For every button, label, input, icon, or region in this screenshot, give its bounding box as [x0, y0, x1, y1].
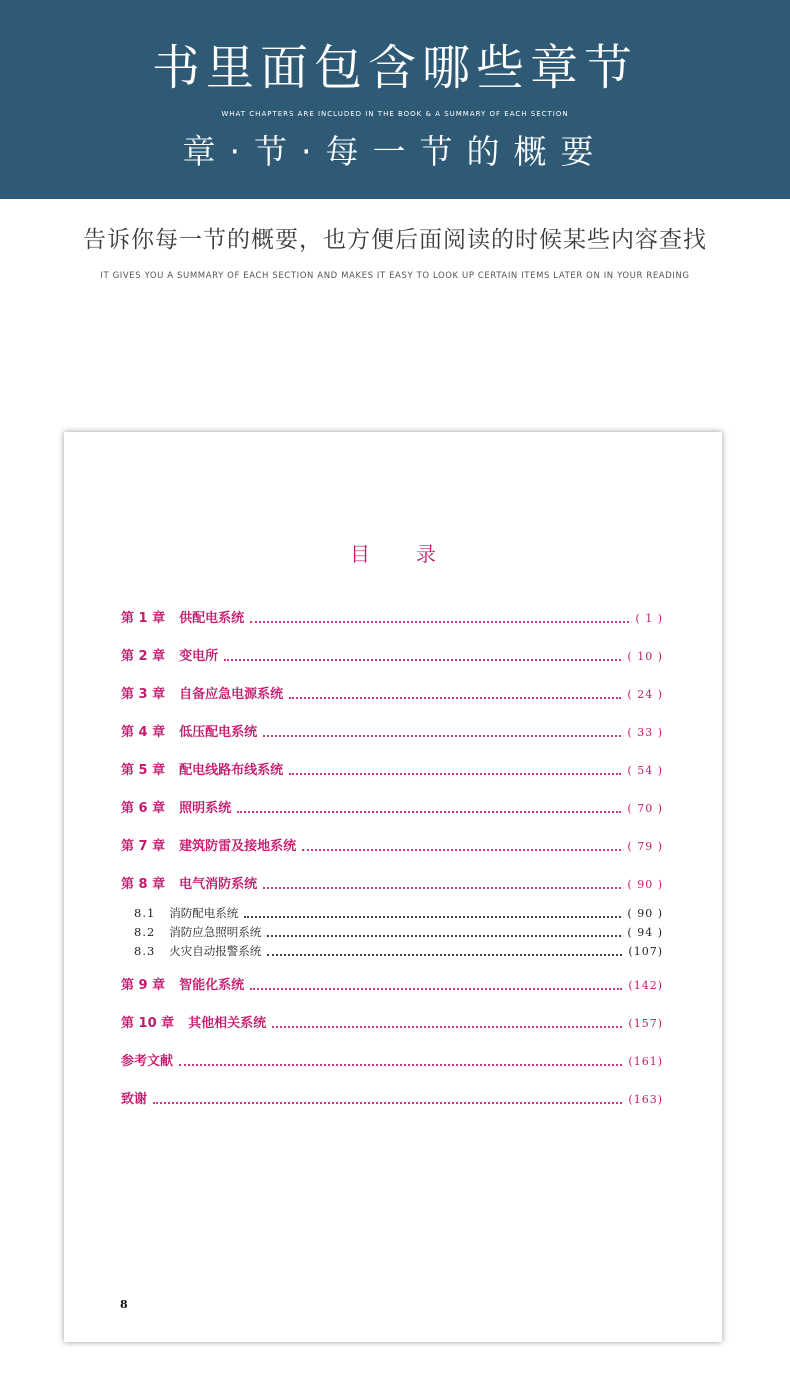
- toc-title-right: 录: [416, 542, 436, 566]
- toc-leader-dots: [244, 916, 621, 918]
- toc-entry-number: 8.2: [134, 925, 156, 939]
- toc-entry-number: 第 3 章: [121, 687, 166, 702]
- header-banner: [0, 0, 790, 199]
- toc-entry-chapter-8[interactable]: [121, 876, 663, 894]
- toc-entry-number: 第 8 章: [121, 877, 166, 892]
- toc-entry-number: 第 10 章: [121, 1016, 175, 1031]
- toc-entry-section-8-1[interactable]: [134, 905, 663, 922]
- toc-entry-number: 8.3: [134, 944, 156, 958]
- toc-entry-page: ( 70 ): [627, 802, 663, 815]
- toc-entry-label: 建筑防雷及接地系统: [179, 839, 297, 854]
- toc-leader-dots: [263, 887, 621, 889]
- toc-leader-dots: [267, 954, 622, 956]
- toc-entry-chapter-5[interactable]: [121, 762, 663, 780]
- toc-entry-number: 第 5 章: [121, 763, 166, 778]
- toc-entry-page: ( 54 ): [627, 764, 663, 777]
- toc-entry-label: 低压配电系统: [179, 725, 258, 740]
- toc-leader-dots: [302, 849, 621, 851]
- toc-entry-label: 供配电系统: [179, 611, 245, 626]
- toc-entry-label: 致谢: [121, 1092, 148, 1107]
- toc-leader-dots: [153, 1102, 622, 1104]
- toc-entry-section-8-2[interactable]: [134, 924, 663, 941]
- toc-entry-label: 电气消防系统: [179, 877, 258, 892]
- toc-entry-label: 变电所: [179, 649, 219, 664]
- toc-entry-chapter-3[interactable]: [121, 686, 663, 704]
- toc-entry-chapter-10[interactable]: [121, 1015, 663, 1033]
- toc-title-left: 目: [350, 542, 370, 566]
- toc-entry-label: 火灾自动报警系统: [169, 944, 262, 958]
- toc-entry-acknowledgements[interactable]: [121, 1091, 663, 1109]
- toc-entry-label: 自备应急电源系统: [179, 687, 284, 702]
- toc-entry-page: ( 90 ): [627, 878, 663, 891]
- toc-entry-chapter-2[interactable]: [121, 648, 663, 666]
- toc-entry-label: 消防应急照明系统: [169, 925, 262, 939]
- toc-entry-page: (107): [628, 945, 663, 958]
- toc-entry-number: 第 4 章: [121, 725, 166, 740]
- banner-title: 书里面包含哪些章节: [151, 40, 638, 96]
- intro-text-english: IT GIVES YOU A SUMMARY OF EACH SECTION AND MAKES IT EASY TO LOOK UP CERTAIN ITEMS LATER ON IN YOUR READING: [100, 271, 690, 281]
- toc-leader-dots: [179, 1064, 622, 1066]
- banner-chinese-subtitle: 章·节·每一节的概要: [182, 132, 608, 171]
- toc-leader-dots: [224, 659, 621, 661]
- toc-entry-label: 照明系统: [179, 801, 232, 816]
- toc-entry-chapter-4[interactable]: [121, 724, 663, 742]
- toc-entry-label: 配电线路布线系统: [179, 763, 284, 778]
- toc-entry-chapter-6[interactable]: [121, 800, 663, 818]
- toc-leader-dots: [250, 988, 622, 990]
- toc-entry-page: ( 79 ): [627, 840, 663, 853]
- toc-entry-chapter-9[interactable]: [121, 977, 663, 995]
- toc-entry-page: ( 94 ): [627, 926, 663, 939]
- toc-entry-page: (157): [628, 1017, 663, 1030]
- toc-entry-number: 8.1: [134, 906, 156, 920]
- toc-leader-dots: [237, 811, 621, 813]
- toc-entry-number: 第 7 章: [121, 839, 166, 854]
- toc-entry-page: ( 90 ): [627, 907, 663, 920]
- toc-entry-page: ( 10 ): [627, 650, 663, 663]
- toc-entry-chapter-7[interactable]: [121, 838, 663, 856]
- banner-english-subtitle: WHAT CHAPTERS ARE INCLUDED IN THE BOOK & A SUMMARY OF EACH SECTION: [221, 110, 569, 118]
- toc-entry-label: 智能化系统: [179, 978, 245, 993]
- toc-entry-chapter-1[interactable]: [121, 610, 663, 628]
- toc-entry-number: 第 9 章: [121, 978, 166, 993]
- toc-leader-dots: [289, 697, 621, 699]
- toc-entry-label: 消防配电系统: [169, 906, 239, 920]
- toc-leader-dots: [250, 621, 629, 623]
- toc-entry-number: 第 2 章: [121, 649, 166, 664]
- toc-entry-page: ( 1 ): [635, 612, 663, 625]
- toc-leader-dots: [272, 1026, 622, 1028]
- toc-entry-number: 第 1 章: [121, 611, 166, 626]
- toc-entry-page: (142): [628, 979, 663, 992]
- toc-entry-references[interactable]: [121, 1053, 663, 1071]
- toc-entry-page: ( 33 ): [627, 726, 663, 739]
- intro-text-chinese: 告诉你每一节的概要，也方便后面阅读的时候某些内容查找: [83, 227, 707, 253]
- book-page: [64, 432, 722, 1342]
- toc-leader-dots: [289, 773, 621, 775]
- toc-leader-dots: [267, 935, 621, 937]
- toc-entry-label: 其他相关系统: [188, 1016, 267, 1031]
- toc-entry-page: (163): [628, 1093, 663, 1106]
- toc-leader-dots: [263, 735, 621, 737]
- toc-entry-section-8-3[interactable]: [134, 943, 663, 960]
- toc-entry-number: 第 6 章: [121, 801, 166, 816]
- toc-entry-page: (161): [628, 1055, 663, 1068]
- toc-title: [64, 540, 722, 568]
- toc-entry-label: 参考文献: [121, 1054, 174, 1069]
- toc-entry-page: ( 24 ): [627, 688, 663, 701]
- page-number: 8: [120, 1298, 128, 1311]
